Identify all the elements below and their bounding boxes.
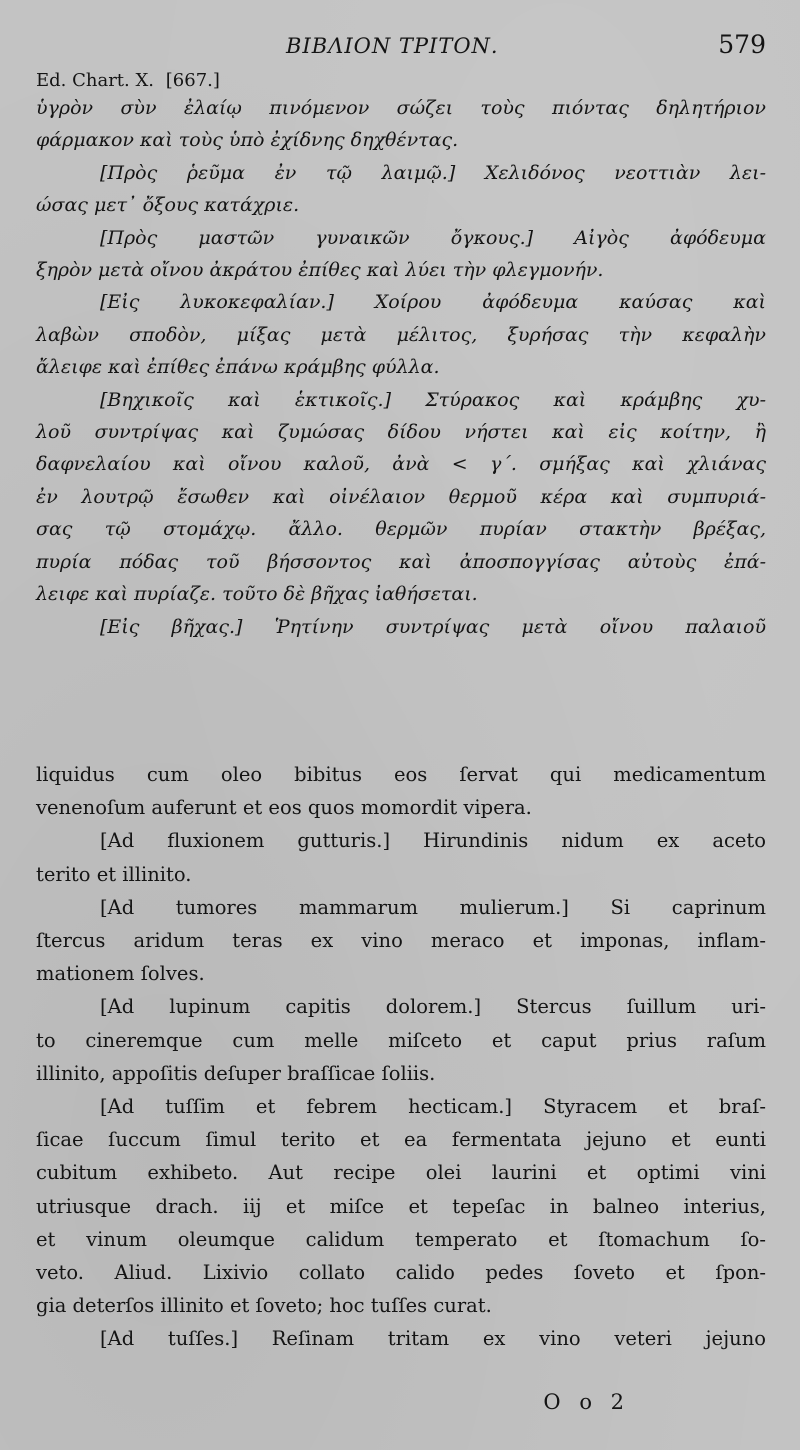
greek-text-line: φάρμακον καὶ τοὺς ὑπὸ ἐχίδνης δηχθέντας. bbox=[36, 129, 459, 152]
greek-text-line: ἐν λουτρῷ ἔσωθεν καὶ οἰνέλαιον θερμοῦ κέρα καὶ συμπυριά- bbox=[36, 485, 766, 508]
latin-text-line: mationem ſolves. bbox=[36, 962, 205, 986]
greek-text-line: λοῦ συντρίψας καὶ ζυμώσας δίδου νήστει καὶ εἰς κοίτην, ἢ bbox=[36, 421, 766, 444]
latin-text-line: ſicae ſuccum ſimul terito et ea fermentata jejuno et eunti bbox=[36, 1128, 766, 1152]
latin-text-line: [Ad tuſſim et febrem hecticam.] Styracem et braſ- bbox=[100, 1095, 766, 1119]
latin-text-line: terito et illinito. bbox=[36, 862, 192, 886]
latin-text-line: cubitum exhibeto. Aut recipe olei laurini et optimi vini bbox=[36, 1161, 766, 1185]
edition-label: Ed. Chart. X. bbox=[36, 70, 155, 91]
latin-text-line: [Ad tumores mammarum mulierum.] Si caprinum bbox=[100, 895, 766, 919]
greek-text-line: λειφε καὶ πυρίαζε. τοῦτο δὲ βῆχας ἰαθήσεται. bbox=[36, 583, 478, 606]
latin-text-line: venenoſum auferunt et eos quos momordit vipera. bbox=[36, 796, 532, 820]
latin-text-line: et vinum oleumque calidum temperato et ſtomachum ſo- bbox=[36, 1227, 766, 1251]
greek-text-line: ὑγρὸν σὺν ἐλαίῳ πινόμενον σώζει τοὺς πιόντας δηλητήριον bbox=[36, 97, 766, 119]
latin-text-block bbox=[36, 758, 766, 1356]
column-gap bbox=[36, 700, 766, 750]
signature-mark: O o 2 bbox=[543, 1390, 630, 1414]
greek-text-line: λαβὼν σποδὸν, μίξας μετὰ μέλιτος, ξυρήσας τὴν κεφαλὴν bbox=[36, 323, 766, 346]
greek-text-line: [Πρὸς ῥεῦμα ἐν τῷ λαιμῷ.] Χελιδόνος νεοττιὰν λει- bbox=[100, 161, 766, 184]
latin-text-line: liquidus cum oleo bibitus eos ſervat qui medicamentum bbox=[36, 763, 766, 786]
edition-reference bbox=[36, 70, 220, 91]
latin-text-line: utriusque drach. iij et miſce et tepeſac in balneo interius, bbox=[36, 1194, 766, 1218]
latin-text-line: illinito, appoſitis deſuper braſſicae ſoliis. bbox=[36, 1061, 436, 1085]
page-header bbox=[36, 30, 768, 64]
greek-text-line: ώσας μετ᾽ ὄξους κατάχριε. bbox=[36, 194, 300, 217]
greek-text-line: σας τῷ στομάχῳ. ἄλλο. θερμῶν πυρίαν στακτὴν βρέξας, bbox=[36, 518, 766, 541]
latin-text-line: gia deterſos illinito et ſoveto; hoc tuſſes curat. bbox=[36, 1294, 492, 1318]
latin-text-line: ſtercus aridum teras ex vino meraco et imponas, inflam- bbox=[36, 929, 766, 953]
latin-text-line: [Ad tuſſes.] Reſinam tritam ex vino veteri jejuno bbox=[100, 1327, 766, 1351]
greek-text-line: δαφνελαίου καὶ οἴνου καλοῦ, ἀνὰ < γ΄. σμήξας καὶ χλιάνας bbox=[36, 453, 766, 476]
greek-text-block bbox=[36, 92, 766, 643]
greek-text-line: [Βηχικοῖς καὶ ἑκτικοῖς.] Στύρακος καὶ κράμβης χυ- bbox=[100, 388, 766, 411]
latin-text-line: [Ad lupinum capitis dolorem.] Stercus ſuillum uri- bbox=[100, 995, 766, 1019]
greek-text-line: ξηρὸν μετὰ οἴνου ἀκράτου ἐπίθες καὶ λύει τὴν φλεγμονήν. bbox=[36, 259, 604, 282]
running-title: ΒΙΒΛΙΟΝ ΤΡΙΤΟΝ. bbox=[286, 34, 499, 58]
latin-text-line: [Ad fluxionem gutturis.] Hirundinis nidum ex aceto bbox=[100, 829, 766, 853]
greek-text-line: [Εἰς λυκοκεφαλίαν.] Χοίρου ἀφόδευμα καύσας καὶ bbox=[100, 291, 766, 314]
latin-text-line: to cineremque cum melle miſceto et caput prius raſum bbox=[36, 1028, 766, 1052]
greek-text-line: ἄλειφε καὶ ἐπίθες ἐπάνω κράμβης φύλλα. bbox=[36, 356, 440, 379]
page-number: 579 bbox=[718, 30, 766, 59]
latin-text-line: veto. Aliud. Lixivio collato calido pedes ſoveto et ſpon- bbox=[36, 1261, 766, 1285]
greek-text-line: [Πρὸς μαστῶν γυναικῶν ὄγκους.] Αἰγὸς ἀφόδευμα bbox=[100, 226, 766, 249]
edition-page-ref: [667.] bbox=[165, 70, 220, 91]
greek-text-line: [Εἰς βῆχας.] Ῥητίνην συντρίψας μετὰ οἴνου παλαιοῦ bbox=[100, 615, 766, 638]
greek-text-line: πυρία πόδας τοῦ βήσσοντος καὶ ἀποσπογγίσας αὐτοὺς ἐπά- bbox=[36, 550, 766, 573]
